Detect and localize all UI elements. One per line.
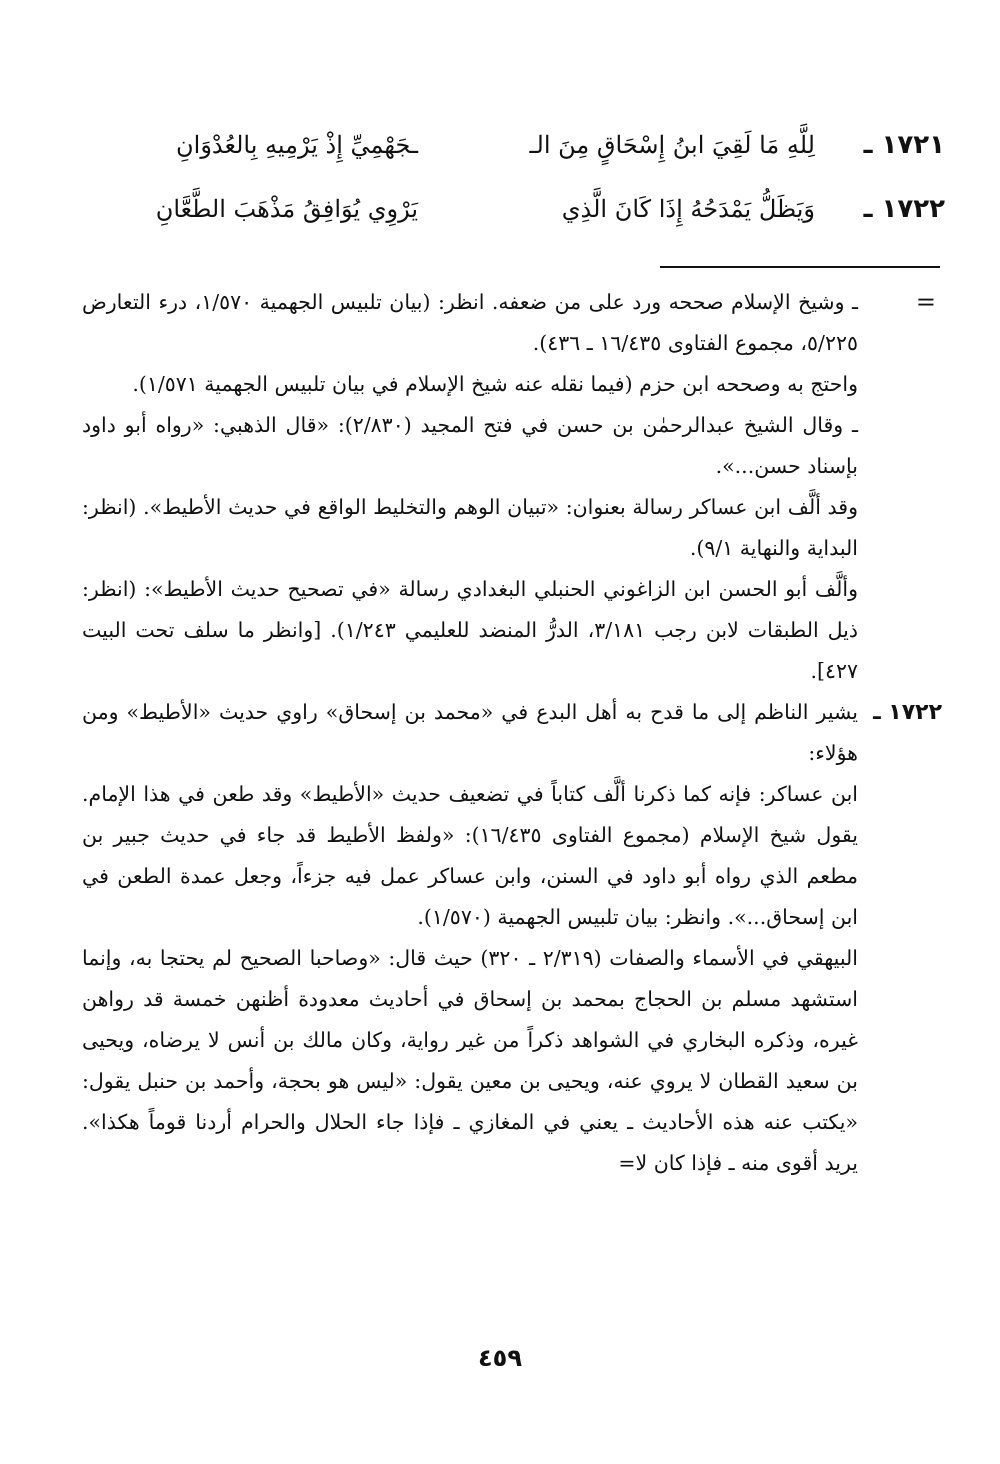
continuation-marker: = xyxy=(915,288,936,316)
footnote-paragraph: ـ وشيخ الإسلام صححه ورد على من ضعفه. انظر: (بيان تلبيس الجهمية ١/٥٧٠، درء التعارض ٥/٢٢٥، مجموع الفتاوى ١٦/٤٣٥ ـ ٤٣٦). xyxy=(82,290,858,355)
footnote-paragraph: واحتج به وصححه ابن حزم (فيما نقله عنه شيخ الإسلام في بيان تلبيس الجهمية ١/٥٧١). xyxy=(132,372,858,396)
footnote-paragraph: ابن عساكر: فإنه كما ذكرنا ألَّف كتاباً في تضعيف حديث «الأطيط» وقد طعن في هذا الإمام. يقول شيخ الإسلام (مجموع الفتاوى ١٦/٤٣٥): «ولفظ الأطيط قد جاء في حديث جبير بن مطعم الذي رواه أبو داود في السنن، وابن عساكر عمل فيه جزءاً، وجعل عمدة الطعن في ابن إسحاق...». وانظر: بيان تلبيس الجهمية (١/٥٧٠). xyxy=(82,782,858,929)
footnote-continued xyxy=(82,282,942,692)
footnotes xyxy=(82,282,942,1184)
footnote-1722 xyxy=(82,692,942,1184)
footnote-number: ١٧٢٢ ـ xyxy=(873,700,942,725)
verse-1721 xyxy=(78,122,945,168)
verse-number: ١٧٢١ ـ xyxy=(863,130,945,160)
verse-number: ١٧٢٢ ـ xyxy=(863,194,945,224)
verse-first-hemistich: لِلَّهِ مَا لَقِيَ ابنُ إِسْحَاقٍ مِنَ الـ xyxy=(529,131,815,159)
footnote-paragraph: وألَّف أبو الحسن ابن الزاغوني الحنبلي البغدادي رسالة «في تصحيح حديث الأطيط»: (انظر: ذيل الطبقات لابن رجب ٣/١٨١، الدرُّ المنضد للعليمي ١/٢٤٣). [وانظر ما سلف تحت البيت ٤٢٧]. xyxy=(82,577,858,683)
verse-second-hemistich: ـجَهْمِيِّ إِذْ يَرْمِيهِ بِالعُدْوَانِ xyxy=(176,131,418,159)
footnote-separator xyxy=(660,266,940,268)
footnote-paragraph: وقد ألَّف ابن عساكر رسالة بعنوان: «تبيان الوهم والتخليط الواقع في حديث الأطيط». (انظر: البداية والنهاية ٩/١). xyxy=(82,495,858,560)
page-number: ٤٥٩ xyxy=(478,1344,522,1372)
verse-second-hemistich: يَرْوِي يُوَافِقُ مَذْهَبَ الطَّعَّانِ xyxy=(155,195,418,223)
footnote-paragraph: ـ وقال الشيخ عبدالرحمٰن بن حسن في فتح المجيد (٢/٨٣٠): «قال الذهبي: «رواه أبو داود بإسناد حسن...». xyxy=(82,413,858,478)
verse-1722 xyxy=(78,186,945,232)
footnote-paragraph: يشير الناظم إلى ما قدح به أهل البدع في «محمد بن إسحاق» راوي حديث «الأطيط» ومن هؤلاء: xyxy=(82,700,858,765)
footnote-paragraph: البيهقي في الأسماء والصفات (٢/٣١٩ ـ ٣٢٠) حيث قال: «وصاحبا الصحيح لم يحتجا به، وإنما استشهد مسلم بن الحجاج بمحمد بن إسحاق في أحاديث معدودة أظنهن خمسة قد رواهن غيره، وذكره البخاري في الشواهد ذكراً من غير رواية، وكان مالك بن أنس لا يرضاه، ويحيى بن سعيد القطان لا يروي عنه، ويحيى بن معين يقول: «ليس هو بحجة، وأحمد بن حنبل يقول: «يكتب عنه هذه الأحاديث ـ يعني في المغازي ـ فإذا جاء الحلال والحرام أردنا قوماً هكذا». يريد أقوى منه ـ فإذا كان لا= xyxy=(82,946,858,1175)
verse-first-hemistich: وَيَظَلُّ يَمْدَحُهُ إِذَا كَانَ الَّذِي xyxy=(561,195,815,223)
